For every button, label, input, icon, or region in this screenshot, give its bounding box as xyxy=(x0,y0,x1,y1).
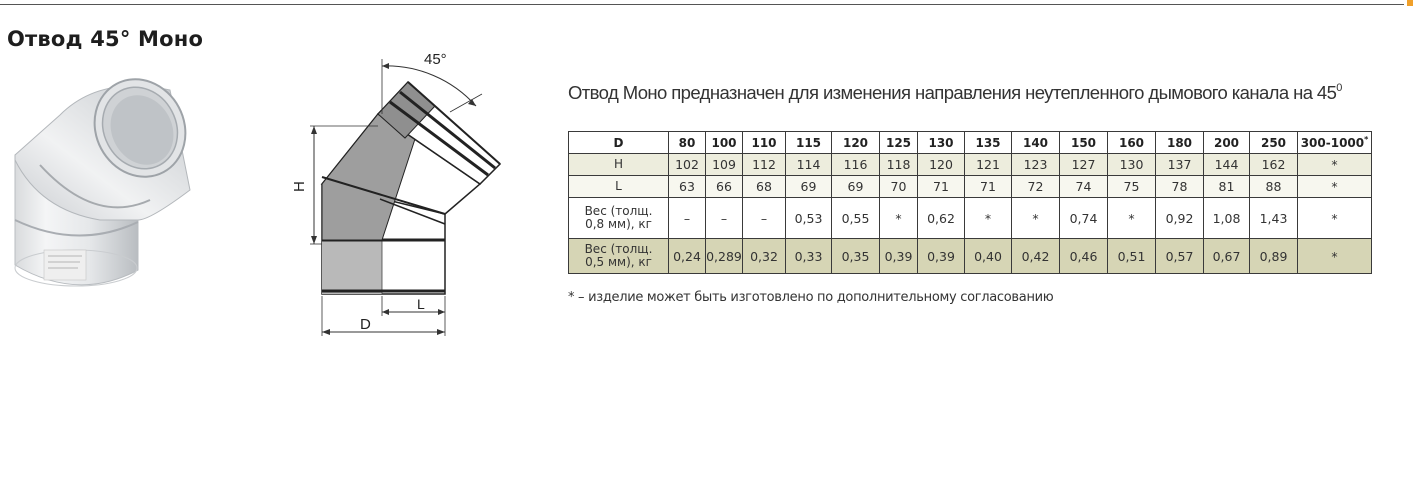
table-cell: 69 xyxy=(786,176,832,198)
table-cell: 72 xyxy=(1012,176,1060,198)
table-cell: * xyxy=(1298,154,1372,176)
table-cell: 88 xyxy=(1250,176,1298,198)
table-cell: – xyxy=(743,198,786,239)
table-cell: 70 xyxy=(880,176,918,198)
top-rule xyxy=(0,4,1404,5)
spec-table xyxy=(568,131,1372,274)
table-cell: * xyxy=(965,198,1012,239)
table-cell: 0,67 xyxy=(1204,239,1250,274)
range-mark: * xyxy=(1364,135,1369,144)
row-label: H xyxy=(569,154,669,176)
table-cell: 69 xyxy=(832,176,880,198)
table-cell: 120 xyxy=(918,154,965,176)
range-label: 300-1000 xyxy=(1300,136,1365,150)
table-cell: * xyxy=(1298,176,1372,198)
table-cell: * xyxy=(880,198,918,239)
drawing-angle-label: 45° xyxy=(424,51,447,68)
table-cell: 68 xyxy=(743,176,786,198)
table-cell: 130 xyxy=(1108,154,1156,176)
table-cell: 0,74 xyxy=(1060,198,1108,239)
header-cell: 115 xyxy=(786,132,832,154)
header-cell: 110 xyxy=(743,132,786,154)
table-cell: 118 xyxy=(880,154,918,176)
technical-drawing xyxy=(290,44,505,344)
drawing-h-label: H xyxy=(291,181,308,192)
product-description xyxy=(568,82,1342,104)
table-cell: 0,24 xyxy=(669,239,706,274)
row-label-line2: 0,5 мм), кг xyxy=(585,255,652,269)
header-cell: 200 xyxy=(1204,132,1250,154)
table-cell: 162 xyxy=(1250,154,1298,176)
drawing-l-label: L xyxy=(417,296,425,312)
header-cell: 130 xyxy=(918,132,965,154)
table-cell: 1,08 xyxy=(1204,198,1250,239)
header-cell-range xyxy=(1298,132,1372,154)
header-cell: 80 xyxy=(669,132,706,154)
description-text: Отвод Моно предназначен для изменения направления неутепленного дымового канала на 45 xyxy=(568,82,1337,103)
header-cell: 140 xyxy=(1012,132,1060,154)
degree-mark: 0 xyxy=(1336,81,1342,94)
table-cell: 114 xyxy=(786,154,832,176)
table-cell: 121 xyxy=(965,154,1012,176)
table-cell: 71 xyxy=(918,176,965,198)
table-row-h xyxy=(569,154,1372,176)
table-cell: 71 xyxy=(965,176,1012,198)
drawing-d-label: D xyxy=(360,316,371,333)
table-row-weight-08 xyxy=(569,198,1372,239)
header-cell: 250 xyxy=(1250,132,1298,154)
table-cell: 112 xyxy=(743,154,786,176)
row-label xyxy=(569,198,669,239)
header-cell: 125 xyxy=(880,132,918,154)
table-cell: 0,39 xyxy=(880,239,918,274)
corner-accent-mark xyxy=(1407,0,1413,6)
table-cell: 0,35 xyxy=(832,239,880,274)
table-cell: 74 xyxy=(1060,176,1108,198)
header-cell: 100 xyxy=(706,132,743,154)
row-label-line1: Вес (толщ. xyxy=(584,242,653,256)
table-cell: 116 xyxy=(832,154,880,176)
table-cell: 102 xyxy=(669,154,706,176)
row-label: L xyxy=(569,176,669,198)
table-cell: 0,62 xyxy=(918,198,965,239)
table-cell: 78 xyxy=(1156,176,1204,198)
table-cell: – xyxy=(669,198,706,239)
table-cell: 0,42 xyxy=(1012,239,1060,274)
table-cell: 0,33 xyxy=(786,239,832,274)
table-cell: 66 xyxy=(706,176,743,198)
table-cell: 127 xyxy=(1060,154,1108,176)
page-title: Отвод 45° Моно xyxy=(7,27,204,51)
table-cell: 109 xyxy=(706,154,743,176)
table-cell: 0,46 xyxy=(1060,239,1108,274)
table-row-weight-05 xyxy=(569,239,1372,274)
table-cell: 0,89 xyxy=(1250,239,1298,274)
table-cell: * xyxy=(1298,198,1372,239)
table-cell: 1,43 xyxy=(1250,198,1298,239)
header-cell: 120 xyxy=(832,132,880,154)
row-label-line2: 0,8 мм), кг xyxy=(585,217,652,231)
header-cell: 180 xyxy=(1156,132,1204,154)
header-label: D xyxy=(569,132,669,154)
table-cell: – xyxy=(706,198,743,239)
table-cell: 0,57 xyxy=(1156,239,1204,274)
table-cell: 63 xyxy=(669,176,706,198)
table-row-l xyxy=(569,176,1372,198)
table-cell: 0,55 xyxy=(832,198,880,239)
table-cell: 0,53 xyxy=(786,198,832,239)
table-cell: 137 xyxy=(1156,154,1204,176)
table-cell: 123 xyxy=(1012,154,1060,176)
header-cell: 160 xyxy=(1108,132,1156,154)
table-cell: 0,40 xyxy=(965,239,1012,274)
header-cell: 135 xyxy=(965,132,1012,154)
table-cell: 0,51 xyxy=(1108,239,1156,274)
table-cell: * xyxy=(1012,198,1060,239)
table-cell: * xyxy=(1298,239,1372,274)
table-cell: 81 xyxy=(1204,176,1250,198)
table-cell: 0,92 xyxy=(1156,198,1204,239)
table-cell: 0,39 xyxy=(918,239,965,274)
header-cell: 150 xyxy=(1060,132,1108,154)
table-header-row xyxy=(569,132,1372,154)
table-cell: 0,289 xyxy=(706,239,743,274)
table-cell: 0,32 xyxy=(743,239,786,274)
product-photo xyxy=(0,70,210,305)
row-label-line1: Вес (толщ. xyxy=(584,204,653,218)
row-label xyxy=(569,239,669,274)
table-cell: 144 xyxy=(1204,154,1250,176)
table-cell: 75 xyxy=(1108,176,1156,198)
table-cell: * xyxy=(1108,198,1156,239)
footnote: * – изделие может быть изготовлено по дополнительному согласованию xyxy=(568,290,1054,305)
